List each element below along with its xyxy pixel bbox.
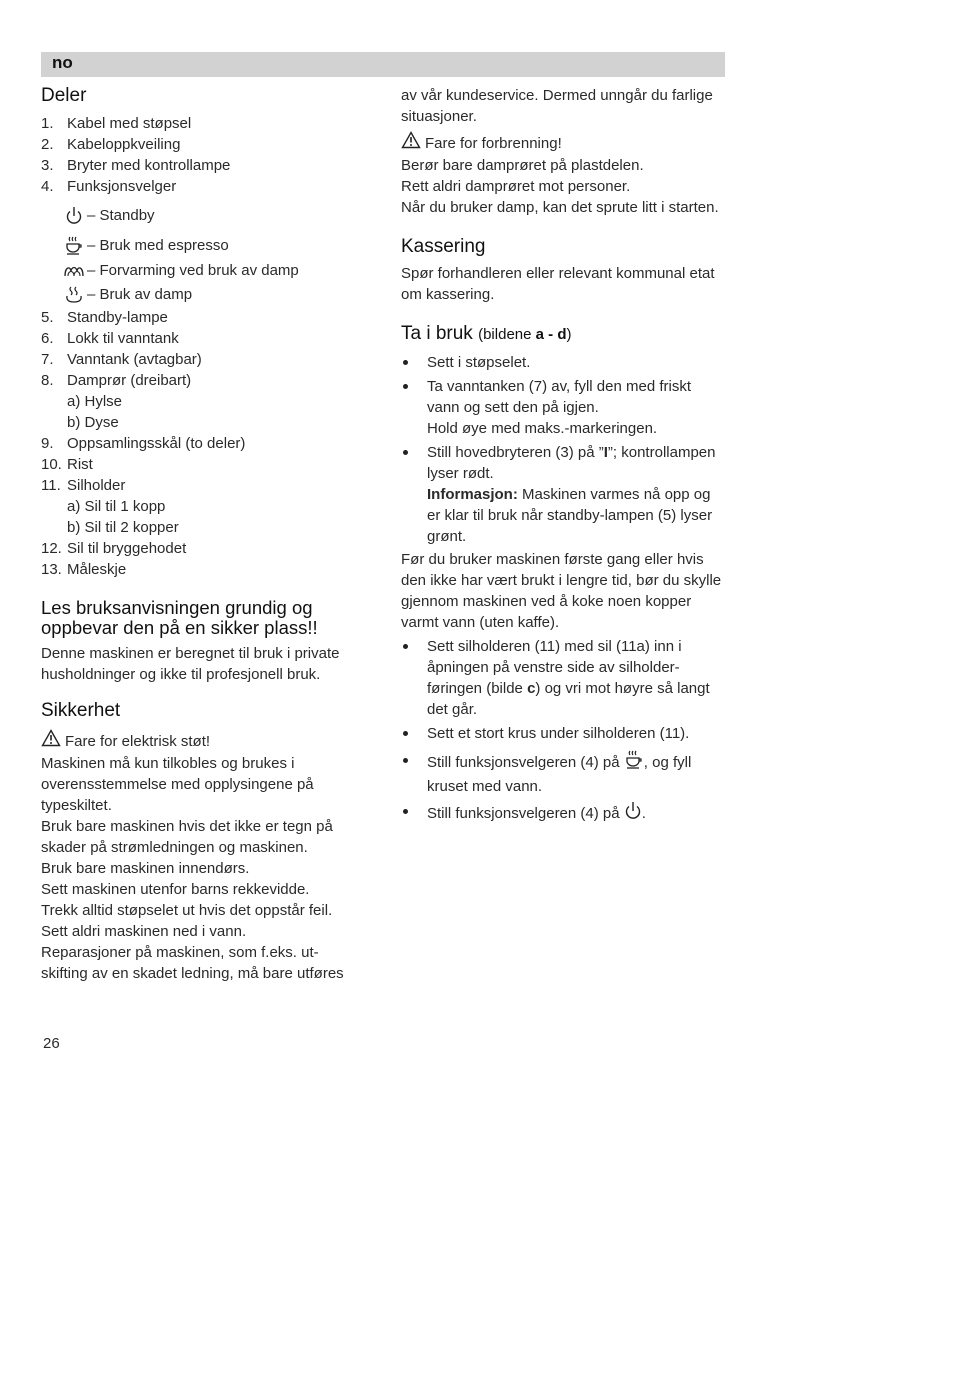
- item-number: 12.: [41, 540, 62, 557]
- start-title: Ta i bruk: [401, 323, 473, 344]
- item-text: Måleskje: [67, 561, 127, 578]
- mode-item: [61, 202, 361, 229]
- item-number: 7.: [41, 351, 54, 368]
- parts-list-continued: [41, 307, 361, 580]
- warning-triangle-icon: [41, 729, 61, 753]
- item-number: 13.: [41, 561, 62, 578]
- instructions-text: Denne maskinen er beregnet til bruk i private husholdninger og ikke til profesjonell bruk.: [41, 645, 340, 683]
- espresso-icon: [624, 750, 644, 776]
- bullet-item: [401, 636, 727, 720]
- info-label: Informasjon:: [427, 486, 518, 503]
- bullet-text: .: [641, 805, 646, 822]
- safety-line: Bruk bare maskinen innendørs.: [41, 860, 250, 877]
- bullet-item: [401, 352, 727, 373]
- bullet-text: ”; kontrollampen lyser rødt.: [427, 444, 716, 482]
- warning-text: Fare for forbrenning!: [425, 134, 562, 152]
- list-item: [41, 349, 361, 370]
- mode-item: [61, 229, 361, 260]
- list-item: [41, 433, 361, 454]
- item-text: Sil til bryggehodet: [67, 540, 187, 557]
- start-subtitle: [478, 326, 571, 343]
- subtitle-post: ): [566, 326, 572, 343]
- mode-list: [41, 202, 361, 306]
- item-text: Damprør (dreibart): [67, 372, 192, 389]
- start-heading: [401, 322, 727, 347]
- safety-continuation: av vår kundeservice. Dermed unngår du farlige situasjoner.: [401, 87, 713, 125]
- bullet-item: [401, 723, 727, 744]
- list-item: [41, 176, 361, 197]
- bullet-text: , og fyll kruset med vann.: [427, 754, 692, 795]
- list-item: [41, 328, 361, 349]
- item-text: Bryter med kontrollampe: [67, 157, 231, 174]
- instructions-heading: Les bruksanvisningen grundig og oppbevar den på en sikker plass!!: [41, 597, 318, 638]
- item-text: Kabeloppkveiling: [67, 136, 181, 153]
- burn-line: Berør bare damprøret på plastdelen.: [401, 157, 644, 174]
- right-column: [401, 85, 727, 830]
- item-text: Kabel med støpsel: [67, 115, 192, 132]
- mode-text: – Forvarming ved bruk av damp: [87, 262, 299, 279]
- item-text: a) Sil til 1 kopp: [67, 498, 166, 515]
- item-number: 10.: [41, 456, 62, 473]
- item-number: 9.: [41, 435, 54, 452]
- bullet-text: Still funksjonsvelgeren (4) på: [427, 805, 624, 822]
- language-bar: [41, 52, 725, 77]
- left-column: [41, 84, 361, 984]
- item-number: 2.: [41, 136, 54, 153]
- list-item: [41, 538, 361, 559]
- burn-line: Rett aldri damprøret mot personer.: [401, 178, 631, 195]
- item-text: Rist: [67, 456, 93, 473]
- standby-icon: [61, 206, 87, 226]
- item-text: b) Sil til 2 kopper: [67, 519, 179, 536]
- bullet-text: ) og vri mot høyre så langt det går.: [427, 680, 710, 718]
- item-number: 6.: [41, 330, 54, 347]
- list-item: [41, 113, 361, 134]
- mode-text: – Standby: [87, 207, 155, 224]
- mode-text: – Bruk med espresso: [87, 237, 229, 254]
- item-text: Silholder: [67, 477, 126, 494]
- parts-list: [41, 113, 361, 197]
- steam-icon: [61, 286, 87, 304]
- list-item: [41, 559, 361, 580]
- item-number: 1.: [41, 115, 54, 132]
- safety-heading: Sikkerhet: [41, 700, 121, 721]
- list-item: [41, 155, 361, 176]
- item-number: 11.: [41, 477, 61, 494]
- list-item: [41, 412, 361, 433]
- bullet-text: Still hovedbryteren (3) på ”: [427, 444, 604, 461]
- mode-item: [61, 260, 361, 281]
- list-item: [41, 134, 361, 155]
- preheat-steam-icon: [61, 264, 87, 278]
- list-item: [41, 496, 361, 517]
- subtitle-bold: a - d: [535, 326, 567, 343]
- page-number: 26: [43, 1035, 60, 1052]
- item-number: 3.: [41, 157, 54, 174]
- electric-warning: [41, 729, 361, 753]
- mode-text: – Bruk av damp: [87, 286, 193, 303]
- bullet-text: Ta vanntanken (7) av, fyll den med friskt vann og sett den på igjen.: [427, 378, 692, 416]
- espresso-icon: [61, 236, 87, 256]
- bullet-bold: c: [527, 680, 536, 697]
- item-number: 4.: [41, 178, 54, 195]
- burn-line: Når du bruker damp, kan det sprute litt i starten.: [401, 199, 719, 216]
- disposal-text: Spør forhandleren eller relevant kommunal etat om kassering.: [401, 265, 715, 303]
- list-item: [41, 391, 361, 412]
- subtitle-pre: (bildene: [478, 326, 536, 343]
- bullet-item: [401, 442, 727, 547]
- bullet-text: Sett silholderen (11) med sil (11a) inn i åpningen på venstre side av silholder-føringen (bilde: [427, 638, 682, 697]
- item-text: Vanntank (avtagbar): [67, 351, 202, 368]
- list-item: [41, 307, 361, 328]
- start-paragraph: Før du bruker maskinen første gang eller hvis den ikke har vært brukt i lengre tid, bør du skylle gjennom maskinen ved å koke noen kopper varmt vann (uten kaffe).: [401, 551, 722, 631]
- item-text: Funksjonsvelger: [67, 178, 177, 195]
- warning-text: Fare for elektrisk støt!: [65, 732, 211, 750]
- item-text: Standby-lampe: [67, 309, 168, 326]
- bullet-text: Still funksjonsvelgeren (4) på: [427, 754, 624, 771]
- item-text: Oppsamlingsskål (to deler): [67, 435, 246, 452]
- disposal-heading: Kassering: [401, 236, 486, 257]
- start-bullets-2: [401, 636, 727, 827]
- bullet-text: Sett et stort krus under silholderen (11).: [427, 725, 690, 742]
- list-item: [41, 454, 361, 475]
- safety-line: Sett maskinen utenfor barns rekkevidde.: [41, 881, 310, 898]
- burn-warning: [401, 131, 727, 155]
- bullet-item: [401, 750, 727, 797]
- list-item: [41, 370, 361, 391]
- standby-icon: [624, 801, 642, 827]
- warning-triangle-icon: [401, 131, 421, 155]
- deler-heading: Deler: [41, 85, 87, 106]
- item-text: b) Dyse: [67, 414, 119, 431]
- start-bullets: [401, 352, 727, 547]
- language-code: no: [52, 53, 73, 72]
- safety-line: Maskinen må kun tilkobles og brukes i overensstemmelse med opplysingene på typeskiltet.: [41, 755, 314, 814]
- mode-item: [61, 281, 361, 306]
- bullet-text: Hold øye med maks.-markeringen.: [427, 420, 658, 437]
- bullet-text: Sett i støpselet.: [427, 354, 531, 371]
- safety-line: Reparasjoner på maskinen, som f.eks. ut-skifting av en skadet ledning, må bare utføres: [41, 944, 344, 982]
- safety-line: Bruk bare maskinen hvis det ikke er tegn på skader på strømledningen og maskinen.: [41, 818, 333, 856]
- list-item: [41, 517, 361, 538]
- item-text: Lokk til vanntank: [67, 330, 179, 347]
- safety-line: Trekk alltid støpselet ut hvis det oppstår feil.: [41, 902, 333, 919]
- item-text: a) Hylse: [67, 393, 123, 410]
- bullet-item: [401, 376, 727, 439]
- list-item: [41, 475, 361, 496]
- item-number: 8.: [41, 372, 54, 389]
- bullet-bold: I: [603, 444, 608, 461]
- item-number: 5.: [41, 309, 54, 326]
- bullet-item: [401, 801, 727, 827]
- safety-line: Sett aldri maskinen ned i vann.: [41, 923, 247, 940]
- info-text: Maskinen varmes nå opp og er klar til bruk når standby-lampen (5) lyser grønt.: [427, 486, 713, 545]
